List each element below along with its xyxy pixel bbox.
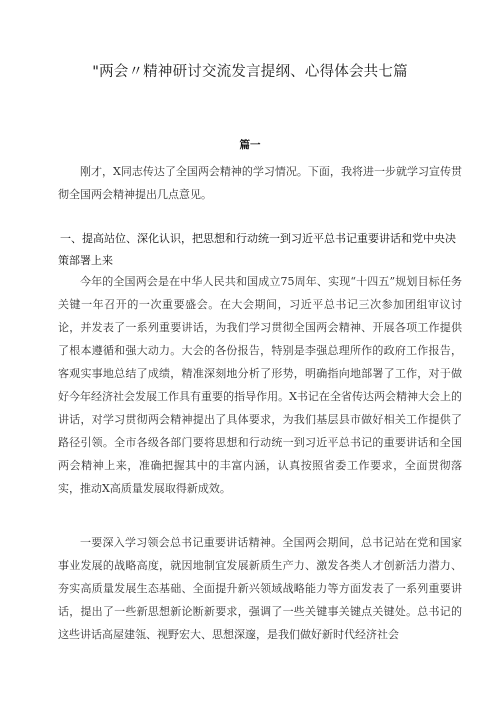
section-label: 篇一	[239, 139, 261, 151]
intro-paragraph: 刚才，X同志传达了全国两会精神的学习情况。下面，我将进一步就学习宣传贯彻全国两会精神提出几点意见。	[58, 165, 462, 201]
paragraph-1-block	[58, 270, 462, 500]
section-heading-1: 一、提高站位、深化认识，把思想和行动统一到习近平总书记重要讲话和党中央决策部署上来	[58, 232, 456, 267]
document-title: "两会〃精神研讨交流发言提纲、心得体会共七篇	[92, 64, 408, 80]
intro-paragraph-block	[58, 160, 462, 206]
paragraph-1: 今年的全国两会是在中华人民共和国成立75周年、实现“十四五”规划目标任务关键一年召开的一次重要盛会。在大会期间，习近平总书记三次参加团组审议讨论，并发表了一系列重要讲话，为我们学习贯彻全国两会精神、开展各项工作提供了根本遵循和强大动力。大会的各份报告，特别是李强总理所作的政府工作报告，客观实事地总结了成绩，精准深刻地分析了形势，明确指向地部署了工作，对于做好今年经济社会发展工作具有重要的指导作用。X书记在全省传达两会精神大会上的讲话，对学习贯彻两会精神提出了具体要求，为我们基层县市做好相关工作提供了路径引领。全市各级各部门要将思想和行动统一到习近平总书记的重要讲话和全国两会精神上来，准确把握其中的丰富内涵，认真按照省委工作要求，全面贯彻落实，推动X高质量发展取得新成效。	[58, 275, 462, 495]
paragraph-2: 一要深入学习领会总书记重要讲话精神。全国两会期间，总书记站在党和国家事业发展的战略高度，就因地制宜发展新质生产力、激发各类人才创新活力潜力、夯实高质量发展生态基础、全面提升新兴领域战略能力等方面发表了一系列重要讲话，提出了一些新思想新论断新要求，强调了一些关键事关键点关键处。总书记的这些讲话高屋建瓴、视野宏大、思想深邃，是我们做好新时代经济社会	[58, 536, 462, 641]
paragraph-2-block	[58, 531, 462, 646]
